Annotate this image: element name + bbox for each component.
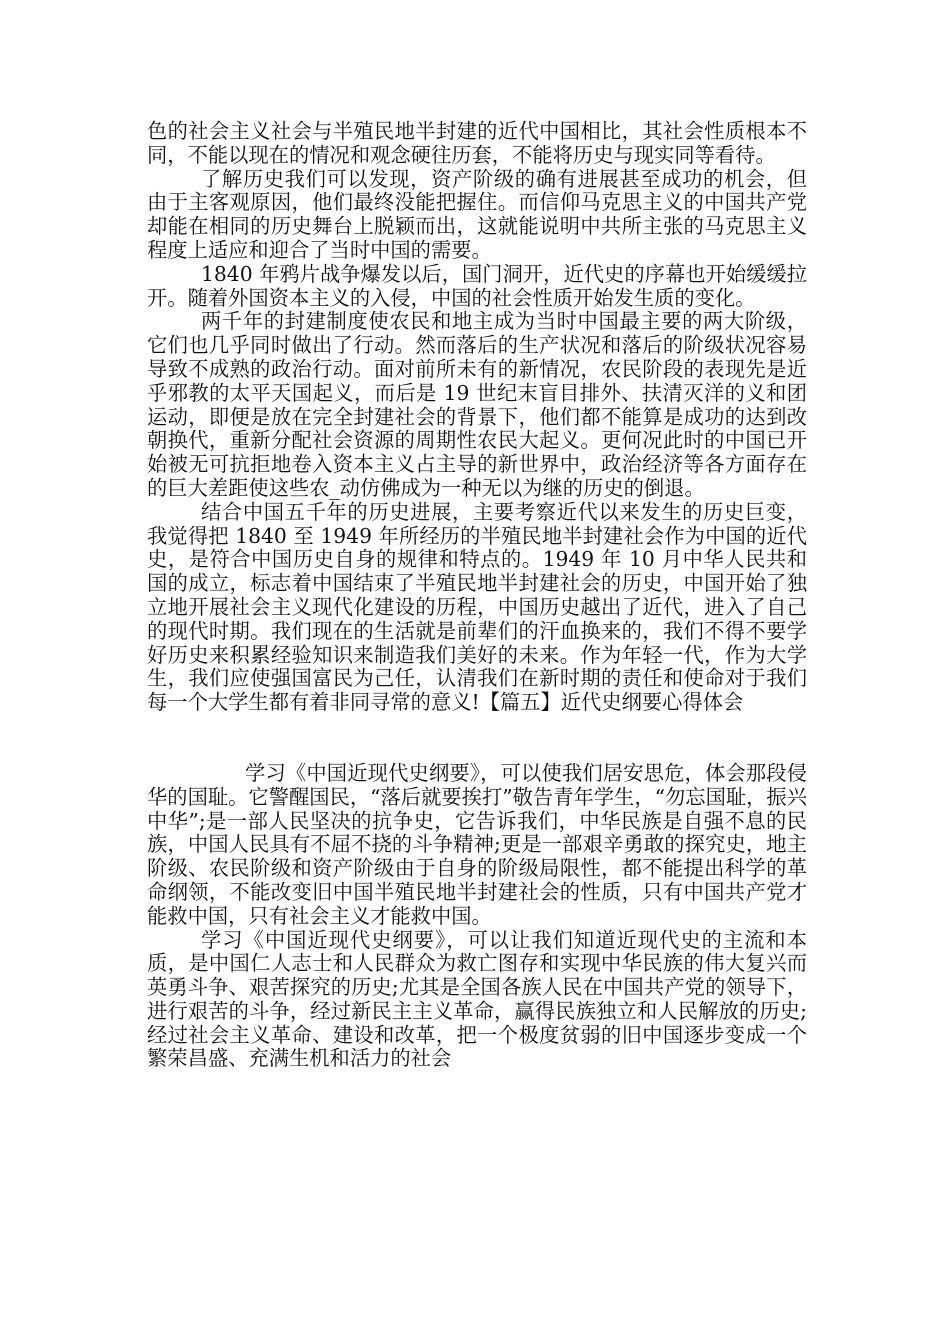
paragraph-continuation: 色的社会主义社会与半殖民地半封建的近代中国相比，其社会性质根本不同，不能以现在的情况和观念硬往历套，不能将历史与现实同等看待。	[147, 119, 807, 167]
paragraph-study-outline-2: 学习《中国近现代史纲要》，可以让我们知道近现代史的主流和本质，是中国仁人志士和人民群众为救亡图存和实现中华民族的伟大复兴而英勇斗争、艰苦探究的历史;尤其是全国各族人民在中国共产党的领导下，进行艰苦的斗争，经过新民主主义革命，赢得民族独立和人民解放的历史;经过社会主义革命、建设和改革，把一个极度贫弱的旧中国逐步变成一个繁荣昌盛、充满生机和活力的社会	[147, 927, 807, 1071]
paragraph-modern-history: 结合中国五千年的历史进展，主要考察近代以来发生的历史巨变，我觉得把 1840 至 1949 年所经历的半殖民地半封建社会作为中国的近代史，是符合中国历史自身的规律和特点的。1949 年 10 月中华人民共和国的成立，标志着中国结束了半殖民地半封建社会的历史，中国开始了独立地开展社会主义现代化建设的历程，中国历史越出了近代，进入了自己的现代时期。我们现在的生活就是前辈们的汗血换来的，我们不得不要学好历史来积累经验知识来制造我们美好的未来。作为年轻一代，作为大学生，我们应使强国富民为己任，认清我们在新时期的责任和使命对于我们每一个大学生都有着非同寻常的意义!【篇五】近代史纲要心得体会	[147, 499, 807, 715]
section-gap	[147, 715, 807, 762]
paragraph-opium-war: 1840 年鸦片战争爆发以后，国门洞开，近代史的序幕也开始缓缓拉开。随着外国资本主义的入侵，中国的社会性质开始发生质的变化。	[147, 261, 807, 310]
paragraph-study-outline-1: 学习《中国近现代史纲要》，可以使我们居安思危，体会那段侵华的国耻。它警醒国民，“落后就要挨打”敬告青年学生，“勿忘国耻，振兴中华”;是一部人民坚决的抗争史，它告诉我们，中华民族是自强不息的民族，中国人民具有不屈不挠的斗争精神;更是一部艰辛勇敢的探究史，地主阶级、农民阶级和资产阶级由于自身的阶级局限性，都不能提出科学的革命纲领，不能改变旧中国半殖民地半封建社会的性质，只有中国共产党才能救中国，只有社会主义才能救中国。	[147, 760, 807, 928]
paragraph-bourgeoisie: 了解历史我们可以发现，资产阶级的确有进展甚至成功的机会，但由于主客观原因，他们最终没能把握住。而信仰马克思主义的中国共产党却能在相同的历史舞台上脱颖而出，这就能说明中共所主张的马克思主义程度上适应和迎合了当时中国的需要。	[147, 166, 807, 262]
paragraph-feudal-system: 两千年的封建制度使农民和地主成为当时中国最主要的两大阶级，它们也几乎同时做出了行动。然而落后的生产状况和落后的阶级状况容易导致不成熟的政治行动。面对前所未有的新情况，农民阶段的表现先是近乎邪教的太平天国起义，而后是 19 世纪末盲目排外、扶清灭洋的义和团运动，即便是放在完全封建社会的背景下，他们都不能算是成功的达到改朝换代，重新分配社会资源的周期性农民大起义。更何况此时的中国已开始被无可抗拒地卷入资本主义占主导的新世界中，政治经济等各方面存在的巨大差距使这些农_动仿佛成为一种无以为继的历史的倒退。	[147, 309, 807, 500]
document-body	[147, 120, 807, 1071]
